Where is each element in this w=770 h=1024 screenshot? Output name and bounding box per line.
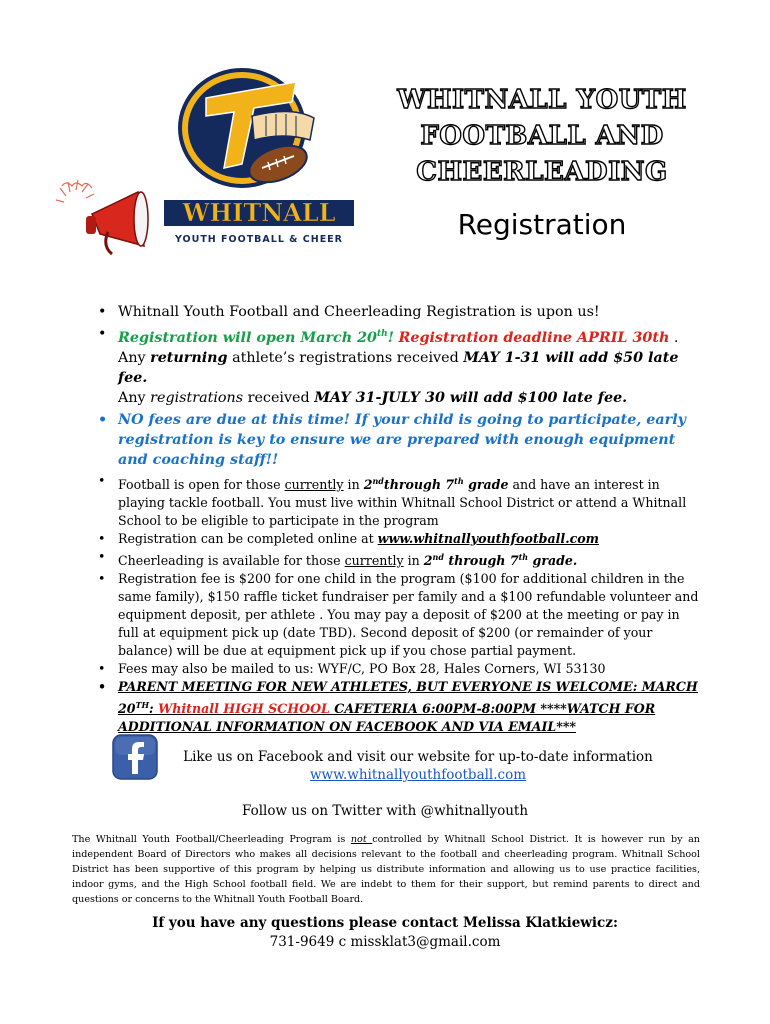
facebook-website-link[interactable]: www.whitnallyouthfootball.com — [309, 767, 527, 783]
bullet-parent-meeting — [96, 678, 700, 736]
cheer-pre: Cheerleading is available for those — [118, 553, 345, 569]
title-line-2: FOOTBALL AND — [420, 121, 664, 151]
parent-meeting-line: PARENT MEETING FOR NEW ATHLETES, BUT EVERYONE IS WELCOME: MARCH 20 — [118, 679, 698, 717]
returning-pre: Any — [118, 349, 151, 366]
football-grade-2-sup: nd — [372, 475, 384, 486]
cheer-grade-2-sup: nd — [432, 551, 444, 562]
bullet-online-registration — [96, 530, 700, 548]
returning-mid: athlete’s registrations received — [227, 349, 464, 366]
logo-wordmark: WHITNALL — [182, 198, 336, 227]
cheer-in: in — [403, 553, 424, 569]
website-link[interactable]: www.whitnallyouthfootball.com — [377, 530, 599, 546]
football-currently: currently — [284, 476, 344, 492]
page-subtitle: Registration — [457, 208, 627, 241]
contact-question: If you have any questions please contact Melissa Klatkiewicz: — [152, 915, 618, 931]
whitnall-wordmark — [164, 198, 354, 245]
bullet-mailing-address: • Fees may also be mailed to us: WYF/C, PO Box 28, Hales Corners, WI 53130 — [96, 660, 700, 678]
football-through: through 7 — [383, 476, 455, 492]
registrations-word: registrations — [150, 389, 244, 406]
bullet-cheerleading — [96, 548, 700, 570]
cheer-through: through 7 — [443, 553, 519, 569]
logo-tagline: YOUTH FOOTBALL & CHEER — [174, 234, 344, 245]
parent-meeting-end: : — [149, 701, 154, 717]
cheer-currently: currently — [344, 553, 404, 569]
football-grade: grade — [463, 476, 509, 492]
cheer-grade-2: 2 — [423, 553, 433, 569]
returning-word: returning — [150, 349, 228, 366]
parent-meeting-rest: CAFETERIA 6:00PM-8:00PM ****WATCH FOR ADDITIONAL INFORMATION ON FACEBOOK AND VIA EMAIL*** — [118, 701, 656, 735]
registration-open-sup: th — [376, 329, 388, 339]
bullet-intro: • Whitnall Youth Football and Cheerleading Registration is upon us! — [96, 302, 700, 322]
facebook-text-block — [168, 748, 668, 784]
registration-open-end: ! — [387, 329, 394, 346]
disclaimer-not: not — [350, 834, 373, 845]
football-pre: Football is open for those — [118, 476, 285, 492]
online-registration-pre: Registration can be completed online at — [118, 530, 378, 546]
football-in: in — [343, 476, 364, 492]
football-grade-2: 2 — [363, 476, 373, 492]
registrations-late-fee: MAY 31-JULY 30 will add $100 late fee. — [314, 389, 628, 406]
registration-open-text: Registration will open March 20 — [118, 329, 377, 346]
bullet-no-fees: • NO fees are due at this time! If your child is going to participate, early registration is key to ensure we are prepared with enough equipment and coaching staff!! — [96, 410, 700, 470]
contact-section — [0, 914, 770, 952]
bullet-registration-dates — [96, 324, 700, 408]
registration-period: . — [673, 329, 679, 346]
parent-meeting-school: Whitnall HIGH SCHOOL — [158, 701, 330, 717]
football-rest: and have an interest in playing tackle football. You must live within Whitnall School District or attend a Whitnall School to be eligible to participate in the program — [118, 476, 687, 528]
cheer-grade: grade. — [528, 553, 578, 569]
disclaimer-pre: The Whitnall Youth Football/Cheerleading Program is — [72, 834, 351, 845]
registration-deadline: Registration deadline APRIL 30th — [398, 329, 670, 346]
info-list — [96, 302, 700, 736]
whitnall-logo — [56, 68, 360, 268]
returning-late-fee: MAY 1-31 will add $50 late fee. — [118, 349, 679, 386]
page-title — [372, 82, 712, 190]
twitter-text: Follow us on Twitter with @whitnallyouth — [241, 803, 529, 819]
football-grade-7-sup: th — [454, 475, 464, 486]
bullet-registration-fee: • Registration fee is $200 for one child in the program ($100 for additional children in the same family), $150 raffle ticket fundraiser per family and a $100 refundable volunteer and equipment deposit, per athlete . You may pay a deposit of $200 at the meeting or pay in full at equipment pick up (date TBD). Second deposit of $200 (or remainder of your balance) will be due at equipment pick up if you chose partial payment. — [96, 570, 700, 660]
parent-meeting-sup: TH — [135, 700, 150, 711]
title-line-1: WHITNALL YOUTH — [397, 85, 687, 115]
disclaimer — [72, 832, 700, 907]
megaphone-icon — [56, 180, 148, 254]
contact-details: 731-9649 c missklat3@gmail.com — [269, 934, 501, 950]
bullet-football-eligibility — [96, 472, 700, 530]
title-line-3: CHEERLEADING — [416, 157, 668, 187]
registrations-pre: Any — [118, 389, 151, 406]
facebook-text: Like us on Facebook and visit our website for up-to-date information — [183, 749, 653, 765]
disclaimer-rest: controlled by Whitnall School District. It is however run by an independent Board of Directors who makes all decisions relevant to the football and cheerleading program. Whitnall School District has been supportive of this program by helping us distribute information and allowing us to use practice facilities, indoor gyms, and the High School football field. We are indebt to them for their support, but remind parents to direct and questions or concerns to the Whitnall Youth Football Board. — [72, 834, 700, 905]
falcon-football-logo-icon — [180, 70, 314, 189]
facebook-icon[interactable] — [112, 734, 158, 780]
registrations-mid: received — [243, 389, 315, 406]
cheer-grade-7-sup: th — [518, 551, 529, 562]
